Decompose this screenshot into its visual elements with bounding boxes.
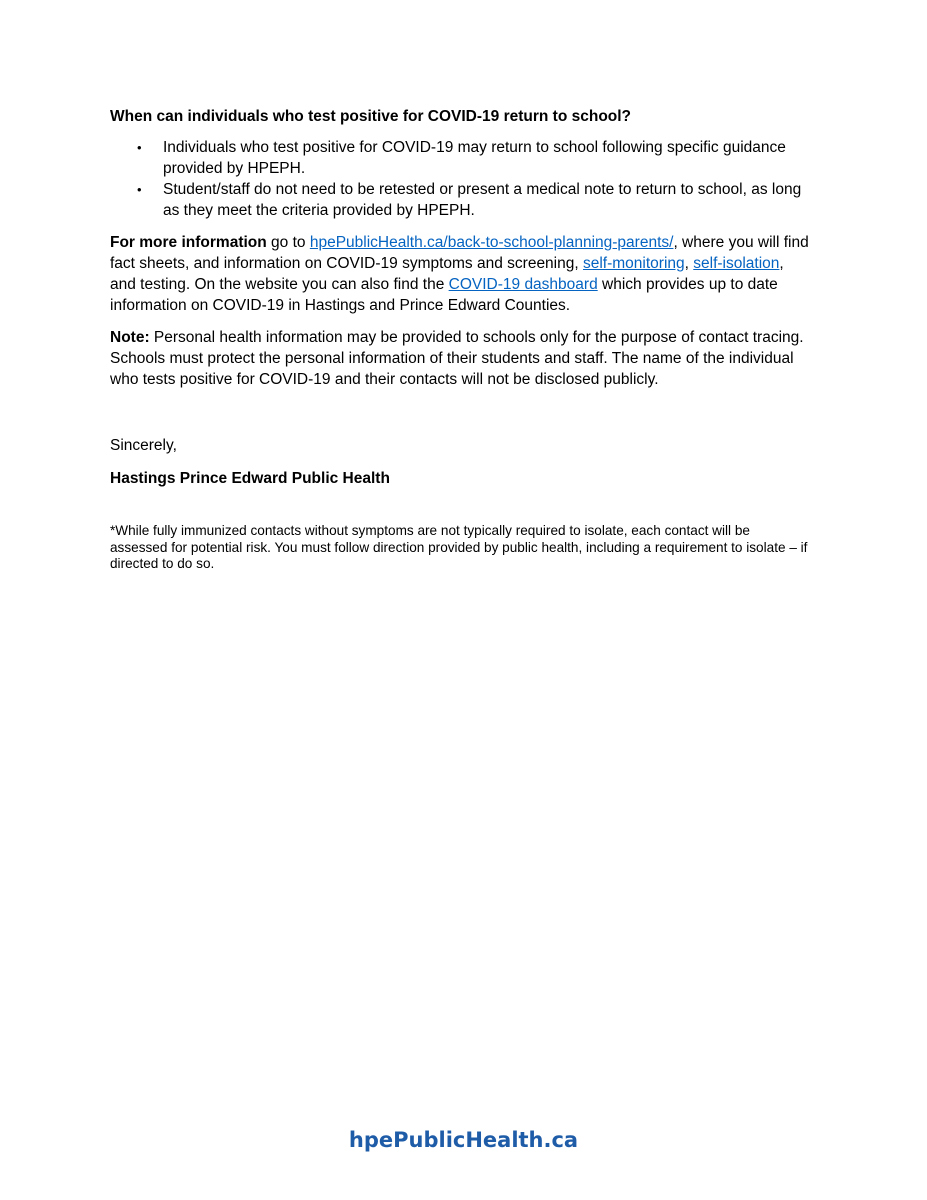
note-text: Personal health information may be provided to schools only for the purpose of contact tracing. Schools must protect the personal information of their students and staff. The name of the individual who tests positive for COVID-19 and their contacts will not be disclosed publicly. xyxy=(110,329,804,388)
more-info-paragraph xyxy=(110,232,810,316)
section-heading: When can individuals who test positive for COVID-19 return to school? xyxy=(110,108,632,125)
note-paragraph xyxy=(110,327,810,390)
bullet-icon: • xyxy=(137,182,142,197)
more-info-text: , xyxy=(684,255,694,272)
salutation: Sincerely, xyxy=(110,437,177,454)
more-info-text: , where you will find fact sheets, and information on COVID-19 symptoms and screening, xyxy=(110,234,809,272)
bullet-item xyxy=(110,137,810,179)
note-label: Note: xyxy=(110,329,150,346)
more-info-lead: For more information xyxy=(110,234,267,251)
bullet-text: Individuals who test positive for COVID-19 may return to school following specific guidance provided by HPEPH. xyxy=(163,139,786,177)
signature: Hastings Prince Edward Public Health xyxy=(110,470,390,487)
back-to-school-link[interactable]: hpePublicHealth.ca/back-to-school-planning-parents/ xyxy=(309,234,674,251)
more-info-text: go to xyxy=(266,234,310,251)
self-monitoring-link[interactable]: self-monitoring xyxy=(582,255,685,272)
bullet-item xyxy=(110,179,810,221)
more-info-text: , and testing. On the website you can also find the xyxy=(110,255,784,293)
footer-website[interactable]: hpePublicHealth.ca xyxy=(348,1128,579,1152)
letter-closing xyxy=(110,435,810,489)
bullet-text: Student/staff do not need to be retested or present a medical note to return to school, as long as they meet the criteria provided by HPEPH. xyxy=(163,181,802,219)
self-isolation-link[interactable]: self-isolation xyxy=(693,255,780,272)
more-info-text: which provides up to date information on COVID-19 in Hastings and Prince Edward Counties. xyxy=(110,276,778,314)
bullet-icon: • xyxy=(137,140,142,155)
bullet-list xyxy=(110,137,810,221)
footnote: *While fully immunized contacts without symptoms are not typically required to isolate, each contact will be assessed for potential risk. You must follow direction provided by public health, including a requirement to isolate – if directed to do so. xyxy=(110,523,808,571)
covid-dashboard-link[interactable]: COVID-19 dashboard xyxy=(448,276,598,293)
letter-body xyxy=(110,106,810,573)
